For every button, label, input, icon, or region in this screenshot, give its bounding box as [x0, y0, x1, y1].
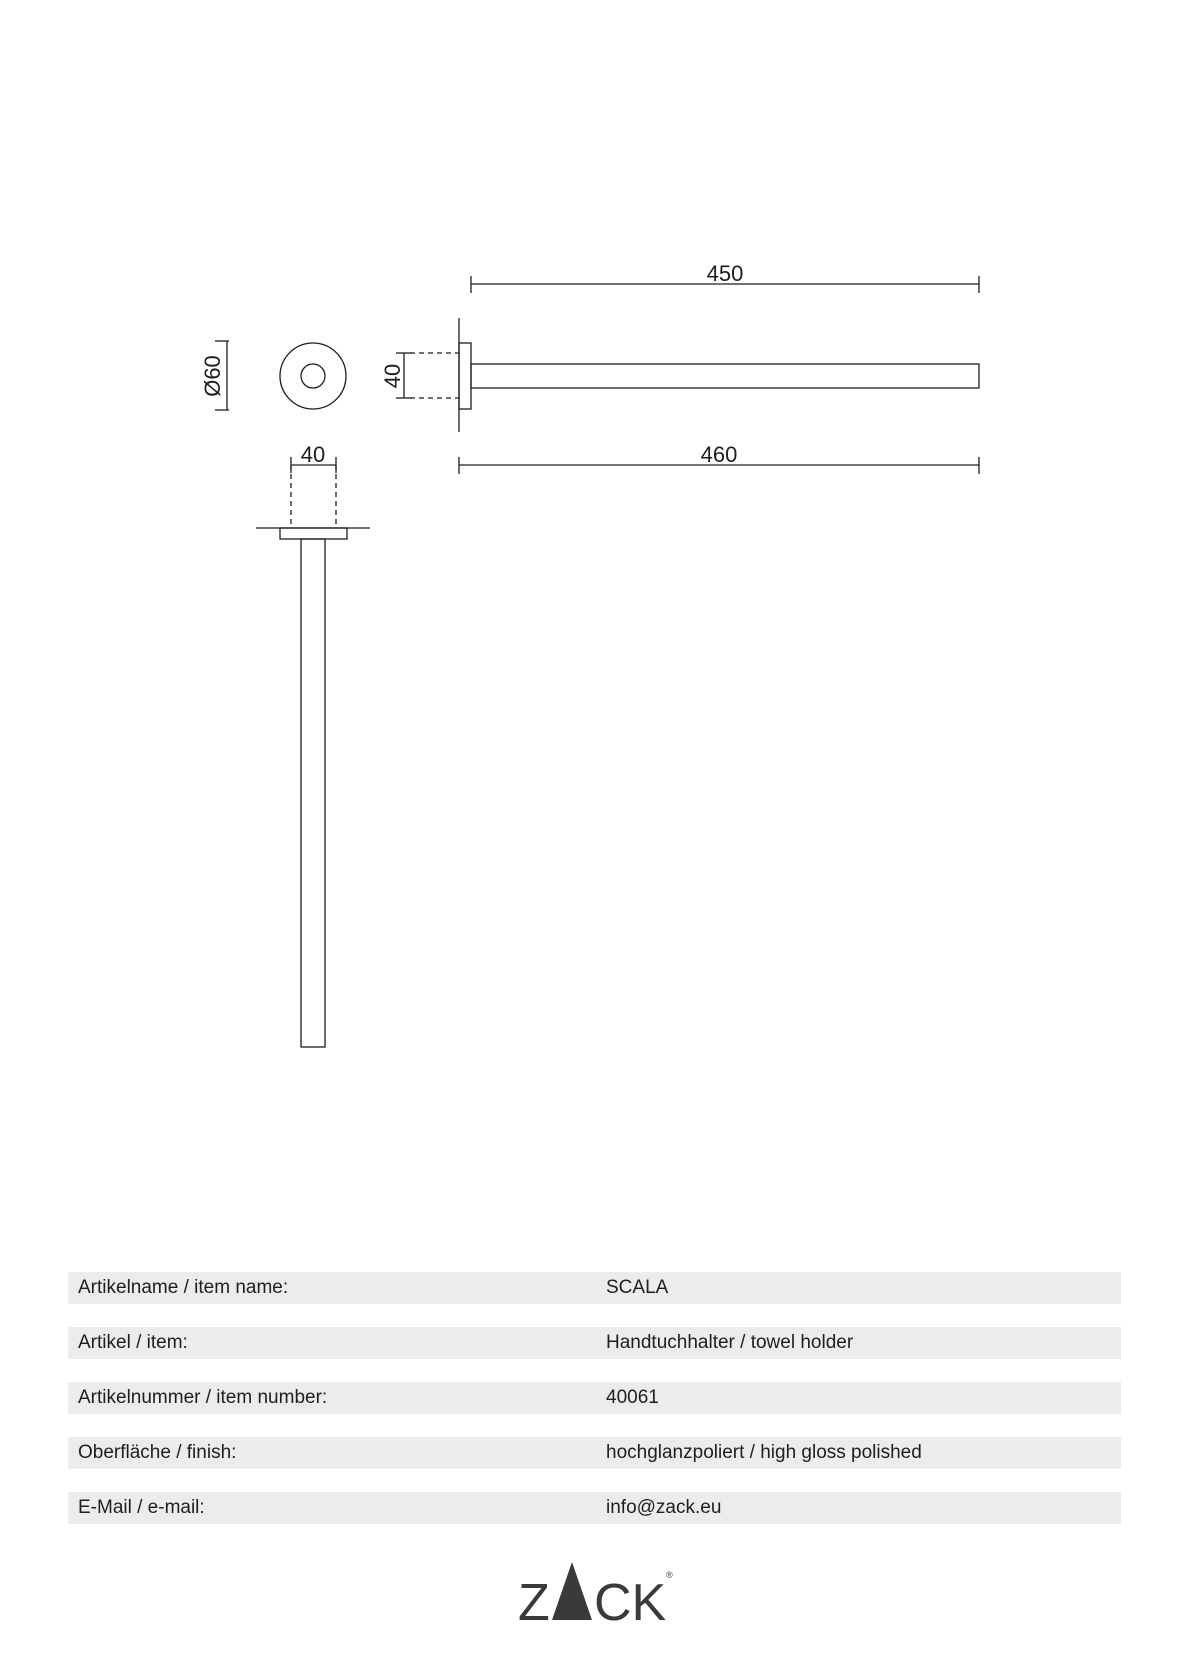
logo-a-triangle [552, 1562, 592, 1620]
spec-label: E-Mail / e-mail: [78, 1497, 205, 1518]
side-view [410, 318, 979, 432]
rail-length-label: 450 [706, 261, 744, 286]
spec-value: Handtuchhalter / towel holder [606, 1332, 854, 1353]
rosette-outer-circle [280, 343, 346, 409]
top-view [256, 465, 370, 1047]
spec-label: Artikel / item: [78, 1332, 188, 1353]
spec-value: SCALA [606, 1277, 669, 1298]
spec-table [68, 1272, 1121, 1547]
rosette-inner-circle [301, 364, 325, 388]
spec-row-item-name [68, 1272, 1121, 1304]
top-width-label: 40 [300, 442, 326, 467]
rosette-diameter-label: Ø60 [200, 355, 225, 397]
side-height-label: 40 [380, 363, 405, 389]
spec-row-finish [68, 1437, 1121, 1469]
spec-row-item-number [68, 1382, 1121, 1414]
spec-row-item [68, 1327, 1121, 1359]
svg-text:Z: Z [518, 1574, 550, 1628]
zack-logo [518, 1558, 678, 1628]
svg-text:CK: CK [594, 1574, 667, 1628]
spec-value: info@zack.eu [606, 1497, 722, 1518]
spec-row-email [68, 1492, 1121, 1524]
spec-label: Artikelnummer / item number: [78, 1387, 328, 1408]
spec-value: 40061 [606, 1387, 659, 1408]
svg-text:®: ® [666, 1570, 673, 1580]
spec-value: hochglanzpoliert / high gloss polished [606, 1442, 922, 1463]
spec-label: Oberfläche / finish: [78, 1442, 237, 1463]
total-length-label: 460 [700, 442, 738, 467]
spec-label: Artikelname / item name: [78, 1277, 289, 1298]
